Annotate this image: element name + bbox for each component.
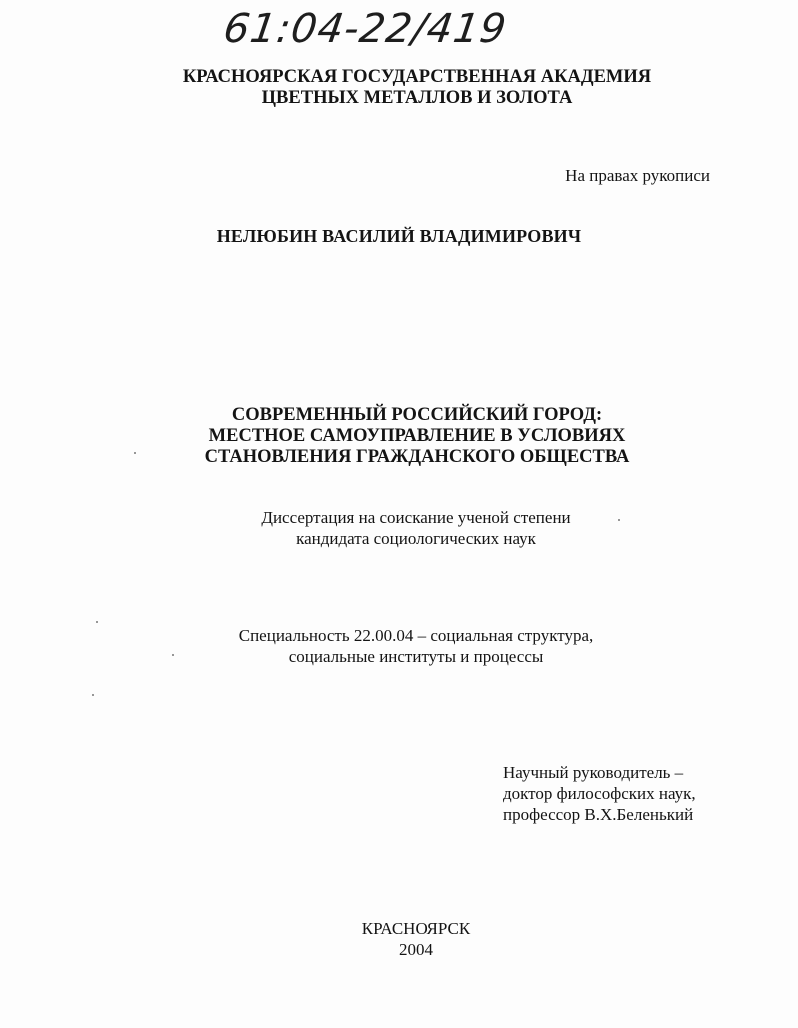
specialty-line-1: Специальность 22.00.04 – социальная структура, [238,626,594,645]
institution-name-line-2: ЦВЕТНЫХ МЕТАЛЛОВ И ЗОЛОТА [261,88,573,108]
scan-speck [96,621,98,623]
specialty-description [0,625,798,667]
supervisor-line-1: Научный руководитель – [503,763,684,782]
specialty-line-2: социальные институты и процессы [288,647,544,666]
degree-line-1: Диссертация на соискание ученой степени [261,508,571,527]
scan-speck [92,694,94,696]
author-name: НЕЛЮБИН ВАСИЛИЙ ВЛАДИМИРОВИЧ [216,226,582,246]
title-line-2: МЕСТНОЕ САМОУПРАВЛЕНИЕ В УСЛОВИЯХ [208,426,626,446]
city-and-year [0,918,798,960]
city-name: КРАСНОЯРСК [361,919,471,938]
degree-description [0,507,798,549]
dissertation-title [18,405,798,468]
institution-name-line-1: КРАСНОЯРСКАЯ ГОСУДАРСТВЕННАЯ АКАДЕМИЯ [182,67,652,87]
manuscript-rights-note: На правах рукописи [565,166,710,185]
scan-speck [134,452,136,454]
scan-speck [618,519,620,521]
supervisor-line-3: профессор В.Х.Беленький [503,805,694,824]
degree-line-2: кандидата социологических наук [296,529,536,548]
scan-speck [172,654,174,656]
supervisor-line-2: доктор философских наук, [503,784,696,803]
title-line-1: СОВРЕМЕННЫЙ РОССИЙСКИЙ ГОРОД: [231,405,603,425]
handwritten-archive-mark: 61:04-22/419 [220,6,510,52]
scientific-supervisor [503,762,696,825]
title-line-3: СТАНОВЛЕНИЯ ГРАЖДАНСКОГО ОБЩЕСТВА [204,447,630,467]
year: 2004 [399,940,433,959]
